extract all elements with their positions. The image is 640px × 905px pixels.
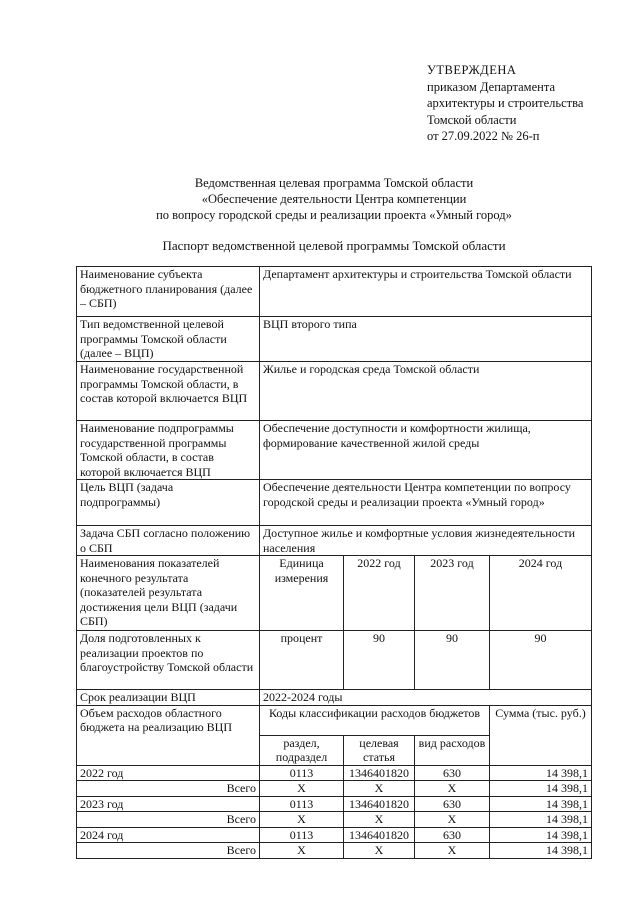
indicator-unit: процент <box>260 631 344 690</box>
expense-total-row <box>77 812 592 828</box>
sum-header: Сумма (тыс. руб.) <box>490 705 592 765</box>
expenses-header-row <box>77 705 592 735</box>
expense-total-row <box>77 843 592 859</box>
expense-article: 1346401820 <box>344 796 415 812</box>
expense-type: Х <box>415 781 490 797</box>
expense-total-label: Всего <box>77 781 260 797</box>
expense-section: 0113 <box>260 827 344 843</box>
table-row <box>77 526 592 556</box>
expense-sum: 14 398,1 <box>490 765 592 781</box>
expense-type: 630 <box>415 765 490 781</box>
expense-row-label: 2024 год <box>77 827 260 843</box>
expense-section: Х <box>260 843 344 859</box>
term-value: 2022-2024 годы <box>260 690 592 706</box>
term-label: Срок реализации ВЦП <box>77 690 260 706</box>
expense-section: Х <box>260 812 344 828</box>
row-label: Цель ВЦП (задача подпрограммы) <box>77 480 260 526</box>
approval-line: приказом Департамента <box>427 79 555 94</box>
table-row <box>77 362 592 421</box>
expense-article: Х <box>344 781 415 797</box>
expense-type: Х <box>415 843 490 859</box>
row-value: ВЦП второго типа <box>260 317 592 362</box>
row-label: Наименование субъекта бюджетного планирования (далее – СБП) <box>77 267 260 317</box>
row-label: Тип ведомственной целевой программы Томской области (далее – ВЦП) <box>77 317 260 362</box>
expense-type: 630 <box>415 796 490 812</box>
expense-total-row <box>77 781 592 797</box>
passport-title: Паспорт ведомственной целевой программы Томской области <box>162 238 506 253</box>
approval-stamp <box>427 62 583 145</box>
expense-sum: 14 398,1 <box>490 827 592 843</box>
expense-row-label: 2022 год <box>77 765 260 781</box>
expense-type: Х <box>415 812 490 828</box>
unit-header: Единица измерения <box>260 556 344 631</box>
expense-total-label: Всего <box>77 843 260 859</box>
expense-row <box>77 796 592 812</box>
indicators-header-row <box>77 556 592 631</box>
expense-article: Х <box>344 812 415 828</box>
indicator-value: 90 <box>490 631 592 690</box>
expenses-label: Объем расходов областного бюджета на реализацию ВЦП <box>77 705 260 765</box>
expense-sum: 14 398,1 <box>490 812 592 828</box>
expense-sum: 14 398,1 <box>490 796 592 812</box>
codes-header: Коды классификации расходов бюджетов <box>260 705 490 735</box>
program-title-line: «Обеспечение деятельности Центра компетенции <box>201 192 467 206</box>
expense-article: Х <box>344 843 415 859</box>
expense-sum: 14 398,1 <box>490 843 592 859</box>
expense-section: Х <box>260 781 344 797</box>
expense-row <box>77 765 592 781</box>
program-title <box>0 175 640 223</box>
row-value: Жилье и городская среда Томской области <box>260 362 592 421</box>
expense-type: 630 <box>415 827 490 843</box>
expense-total-label: Всего <box>77 812 260 828</box>
passport-table <box>76 266 592 859</box>
year-header: 2024 год <box>490 556 592 631</box>
expense-article: 1346401820 <box>344 765 415 781</box>
row-value: Доступное жилье и комфортные условия жизнедеятельности населения <box>260 526 592 556</box>
table-row <box>77 267 592 317</box>
expense-row <box>77 827 592 843</box>
expense-sum: 14 398,1 <box>490 781 592 797</box>
indicator-value: 90 <box>415 631 490 690</box>
program-title-line: по вопросу городской среды и реализации проекта «Умный город» <box>156 208 512 222</box>
approval-line: архитектуры и строительства <box>427 96 584 110</box>
indicators-label: Наименования показателей конечного результата (показателей результата достижения цели ВЦП (задачи СБП) <box>77 556 260 631</box>
row-value: Обеспечение деятельности Центра компетенции по вопросу городской среды и реализации проекта «Умный город» <box>260 480 592 526</box>
approval-heading: УТВЕРЖДЕНА <box>427 63 517 77</box>
indicator-label: Доля подготовленных к реализации проектов по благоустройству Томской области <box>77 631 260 690</box>
col-type-header: вид расходов <box>415 735 490 765</box>
row-label: Задача СБП согласно положению о СБП <box>77 526 260 556</box>
indicator-row <box>77 631 592 690</box>
row-value: Обеспечение доступности и комфортности жилища, формирование качественной жилой среды <box>260 421 592 480</box>
col-article-header: целевая статья <box>344 735 415 765</box>
table-row <box>77 421 592 480</box>
indicator-value: 90 <box>344 631 415 690</box>
approval-date: от 27.09.2022 № 26-п <box>427 129 540 143</box>
year-header: 2023 год <box>415 556 490 631</box>
col-section-header: раздел, подраздел <box>260 735 344 765</box>
year-header: 2022 год <box>344 556 415 631</box>
expense-article: 1346401820 <box>344 827 415 843</box>
expense-section: 0113 <box>260 796 344 812</box>
row-label: Наименование подпрограммы государственной программы Томской области, в состав которой включается ВЦП <box>77 421 260 480</box>
expense-section: 0113 <box>260 765 344 781</box>
table-row <box>77 317 592 362</box>
table-row <box>77 480 592 526</box>
term-row <box>77 690 592 706</box>
expense-row-label: 2023 год <box>77 796 260 812</box>
program-title-line: Ведомственная целевая программа Томской области <box>194 176 474 190</box>
row-value: Департамент архитектуры и строительства Томской области <box>260 267 592 317</box>
approval-line: Томской области <box>427 112 517 127</box>
row-label: Наименование государственной программы Томской области, в состав которой включается ВЦП <box>77 362 260 421</box>
